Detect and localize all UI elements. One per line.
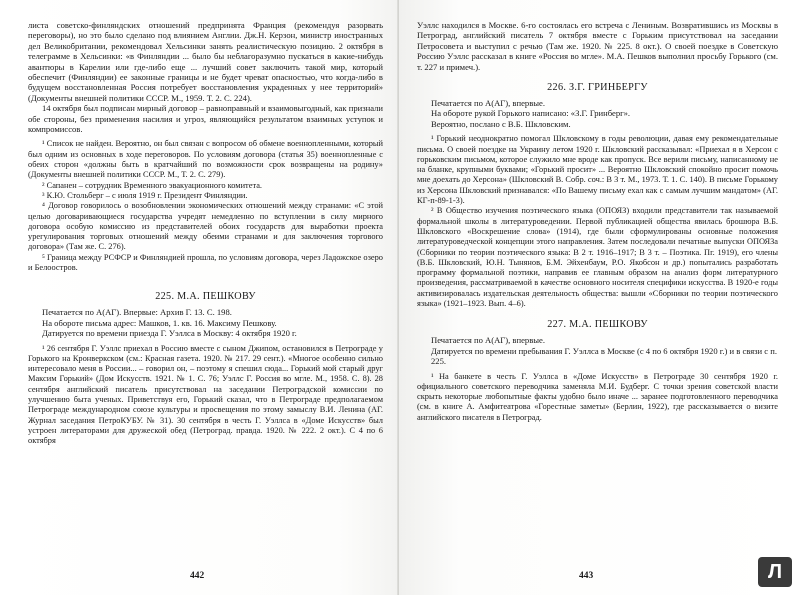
letter-note: ¹ 26 сентября Г. Уэллс приехал в Россию вместе с сыном Джипом, остановился в Петрограде у Горького на Кронверкском (см.: Красная газета. 1920. № 217. 29 сент.). «Многое особенно сильно интересовало меня в России... – говорил он, – поэтому я спешил сюда... Горький мой старый друг Максим Горький» (Дом Искусств. 1921. № 1. С. 76; Уэллс Г. Россия во мгле. М., 1958. С. 8). 28 сентября английский писатель присутствовал на заседании Петроградской комиссии по улучшению быта ученых. Приветствуя его, Горький сказал, что в Петрограде предполагаемом Петрограде международном союзе культуры и просвещения по этому замыслу В.И. Ленина (АГ. Журнал заседания ПетроКУБУ. № 31). 30 сентября в честь Г. Уэллса в «Доме Искусств» был устроен литераторами для дружеской обед (Петроград. правда. 1920. № 222. 2 окт.). С 4 по 6 октября — [28, 343, 383, 446]
letter-meta: Вероятно, послано с В.Б. Шкловским. — [431, 118, 571, 129]
footnote: ¹ Список не найден. Вероятно, он был связан с вопросом об обмене военнопленными, который был одним из основных в ходе переговоров. По условиям договора (статья 35) военнопленные с обеих сторон «должны быть в кратчайший по возможности срок возвращены на родину» (Документы внешней политики СССР. М., Т. 2. С. 279). — [28, 139, 383, 180]
footnote: ² Сапанен – сотрудник Временного эвакуационного комитета. — [42, 180, 263, 190]
letter-note: ¹ На банкете в честь Г. Уэллса в «Доме Искусств» в Петрограде 30 сентября 1920 г. официального советского переводчика заменяла М.И. Будберг. С точки зрения советской власти скрыть некоторые любопытные факты удобно было иначе ... заранее подготовленного переводчика (см. в книге А. Амфитеатрова «Горестные заметы» (Берлин, 1922), где рассказывается о визите английского писателя в Петроград. — [417, 371, 778, 422]
letter-note: ² В Общество изучения поэтического языка (ОПОЯЗ) входили представители так называемой формальной школы в литературоведении. Первой публикацией общества явилась брошюра В.Б. Шкловского «Воскрешение слова» (1914), где были сформулированы основные положения литературоведческой концепции этого направления. Затем последовали печатные выпуски ОПОЯЗа (Сборники по теории поэтического языка: В 2 т. 1916–1917; В 3 т. – Поэтика. Пг. 1919), его члены (В.Б. Шкловский, Ю.Н. Тынянов, Б.М. Эйхенбаум, Р.О. Якобсон и др.) попытались разработать программу формальной поэтики, направив ее главным образом на анализ форм литературного произведения, рассматриваемой в качестве основного носителя специфики искусства. В 1920-е годы активизировалась издательская деятельность общества: вышли «Сборники по теории поэтического языка» (1921–1923. Вып. 4–6). — [417, 206, 778, 308]
letter-meta: На обороте письма адрес: Машков, 1. кв. 16. Максиму Пешкову. — [42, 317, 277, 328]
letter-heading: 226. З.Г. ГРИНБЕРГУ — [547, 82, 648, 94]
right-page — [399, 0, 800, 595]
page-number: 443 — [579, 571, 594, 581]
left-paragraph: листа советско-финляндских отношений предпринята Франция (рекомендуя разорвать переговоры), но это было сделано под влиянием Англии. Дж.Н. Керзон, министр иностранных дел Великобритании, рекомендовал Хельсинки занять реалистическую позицию. 2 октября в телеграмме в Хельсинки: «в Финляндии ... было бы неблагоразумно пускаться в какие-нибудь авантюры в Карелии или где-либо еще ... лучший совет заключить такой мир, который обеспечит (Финляндии) ее законные границы и не будет чреват опасностью, что когда-либо в будущем восстановленная Россия потребует восстановления украденных у нее территорий» (Документы внешней политики СССР. М., 1959. Т. 2. С. 224). — [28, 20, 383, 103]
letter-meta: Датируется по времени пребывания Г. Уэллса в Москве (с 4 по 6 октября 1920 г.) и в связи с п. 225. — [431, 345, 778, 367]
letter-meta: Датируется по времени приезда Г. Уэллса в Москву: 4 октября 1920 г. — [42, 328, 297, 339]
left-page — [0, 0, 399, 595]
footnote: ⁴ Договор говорилось о возобновлении экономических отношений между странами: «С этой целью договаривающиеся государства учредят немедленно по вступлении в силу мирного договора особую комиссию из представителей обоих государств для выработки проекта урегулирования торговых отношений между обеими странами и для заключения торгового договора» (Там же. С. 276). — [28, 201, 383, 252]
letter-meta: Печатается по А(АГ), впервые. — [431, 98, 545, 109]
letter-meta: Печатается по А(АГ), впервые. — [431, 335, 545, 346]
logo-letter: Л — [767, 561, 783, 583]
letter-meta: На обороте рукой Горького написано: «З.Г. Гринберг». — [431, 108, 631, 119]
publisher-logo-icon — [758, 557, 792, 587]
footnote: ³ К.Ю. Стольберг – с июля 1919 г. Президент Финляндии. — [42, 190, 248, 200]
letter-heading: 227. М.А. ПЕШКОВУ — [547, 319, 648, 331]
letter-meta: Печатается по А(АГ). Впервые: Архив Г. 13. С. 198. — [42, 307, 232, 318]
footnote: ⁵ Граница между РСФСР и Финляндией прошла, по условиям договора, через Ладожское озеро и Белоостров. — [28, 252, 383, 273]
page-number: 442 — [190, 571, 205, 581]
letter-note: ¹ Горький неоднократно помогал Шкловскому в годы революции, давая ему рекомендательные письма. О своей поездке на Украину летом 1920 г. Шкловский рассказывал: «Приехал я в Херсон с горьковским письмом, которое служило мне вроде как пропуск. Все верили письму, написанному не на бланке, крупными буквами; «Горький просит» ... Вероятно Шкловский спокойно просит помочь мне доехать до Херсона» (Шкловский В. Собр. соч.: В 3 т. М., 1973. Т. 1. С. 140). В письме Горькому из Херсона Шкловский признавался: «По Вашему письму ехал как с самым лучшим мандатом» (АГ. КГ-п-89-1-3). — [417, 134, 778, 206]
left-paragraph: 14 октября был подписан мирный договор – равноправный и взаимовыгодный, как признали обе стороны, без применения насилия и угроз, являющийся результатом взаимных уступок и компромиссов. — [28, 103, 383, 135]
letter-heading: 225. М.А. ПЕШКОВУ — [155, 291, 256, 303]
right-paragraph: Уэллс находился в Москве. 6-го состоялась его встреча с Лениным. Возвратившись из Москвы в Петроград, английский писатель 7 октября вместе с Горьким присутствовал на заседании Петросовета и выступил с речью (Там же. 1920. № 225. 8 окт.). О своей поездке в Советскую Россию Уэллс рассказал в книге «Россия во мгле». М.А. Пешков выполнил просьбу Горького (см. т. 227 и примеч.). — [417, 20, 778, 72]
